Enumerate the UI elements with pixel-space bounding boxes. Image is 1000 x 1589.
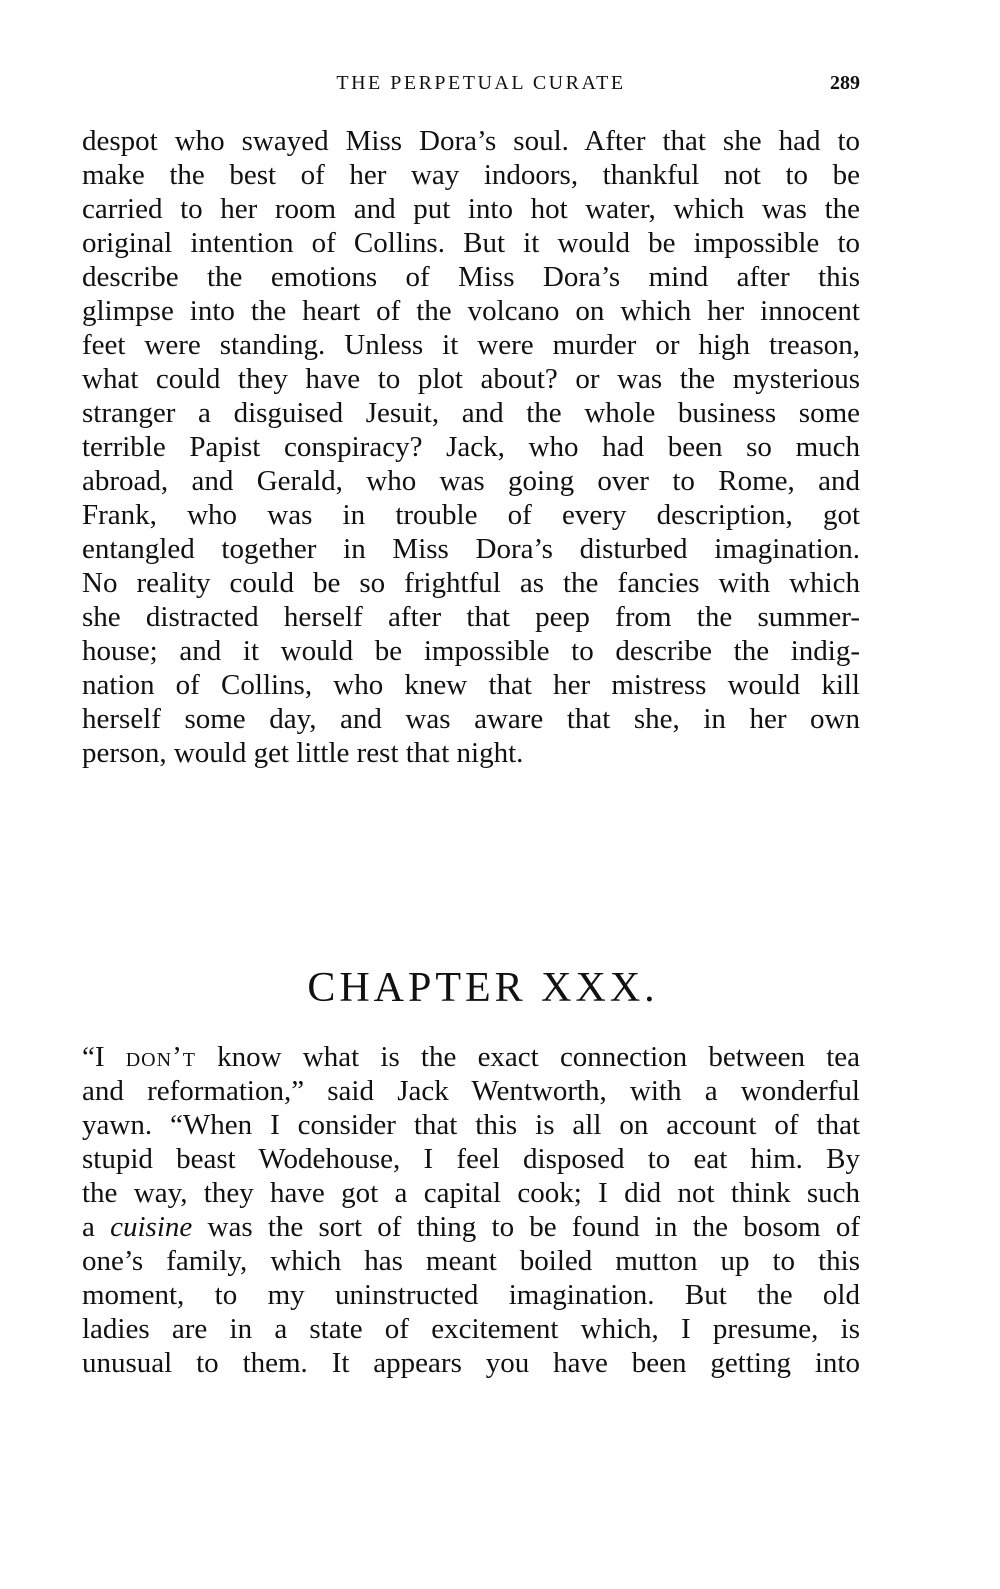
italic-word: cuisine: [110, 1211, 193, 1243]
text-line: stupid beast Wodehouse, I feel disposed to eat him. By: [82, 1143, 860, 1175]
text-line: terrible Papist conspiracy? Jack, who had been so much: [82, 431, 860, 463]
text-line: nation of Collins, who knew that her mistress would kill: [82, 669, 860, 701]
text-line: person, would get little rest that night.: [82, 737, 524, 769]
text-line: stranger a disguised Jesuit, and the whole business some: [82, 397, 860, 429]
text-line: glimpse into the heart of the volcano on which her innocent: [82, 295, 860, 327]
text-line: what could they have to plot about? or was the mysterious: [82, 363, 860, 395]
line-start: a: [82, 1211, 111, 1243]
text-line: and reformation,” said Jack Wentworth, with a wonderful: [82, 1075, 860, 1107]
page-number: 289: [830, 72, 860, 94]
line-rest: know what is the exact connection between tea: [195, 1041, 860, 1073]
text-line: she distracted herself after that peep from the summer-: [82, 601, 860, 633]
chapter-opening-paragraph: [82, 1040, 860, 1380]
text-line: moment, to my uninstructed imagination. But the old: [82, 1279, 860, 1311]
running-head: [82, 72, 860, 102]
text-line: despot who swayed Miss Dora’s soul. After that she had to: [82, 125, 860, 157]
text-line: make the best of her way indoors, thankful not to be: [82, 159, 860, 191]
text-line: house; and it would be impossible to describe the indig-: [82, 635, 860, 667]
text-line: [82, 1040, 860, 1074]
text-line: [82, 1210, 860, 1244]
text-line: the way, they have got a capital cook; I did not think such: [82, 1177, 860, 1209]
paragraph-continued: [82, 124, 860, 770]
text-line: feet were standing. Unless it were murder or high treason,: [82, 329, 860, 361]
running-title: THE PERPETUAL CURATE: [336, 72, 626, 94]
text-line: herself some day, and was aware that she, in her own: [82, 703, 860, 735]
line-rest: was the sort of thing to be found in the bosom of: [192, 1211, 861, 1243]
text-line: No reality could be so frightful as the fancies with which: [82, 567, 860, 599]
text-line: describe the emotions of Miss Dora’s mind after this: [82, 261, 860, 293]
opening-quote: “I: [82, 1041, 126, 1073]
text-line: yawn. “When I consider that this is all on account of that: [82, 1109, 860, 1141]
text-line: ladies are in a state of excitement which, I presume, is: [82, 1313, 860, 1345]
text-line: unusual to them. It appears you have been getting into: [82, 1347, 860, 1379]
text-line: carried to her room and put into hot water, which was the: [82, 193, 860, 225]
text-line: Frank, who was in trouble of every description, got: [82, 499, 860, 531]
text-line: one’s family, which has meant boiled mutton up to this: [82, 1245, 860, 1277]
text-line: entangled together in Miss Dora’s disturbed imagination.: [82, 533, 860, 565]
opening-smallcaps: don’t: [125, 1041, 196, 1073]
text-line: abroad, and Gerald, who was going over to Rome, and: [82, 465, 860, 497]
chapter-heading: CHAPTER XXX.: [307, 965, 659, 1011]
text-line: original intention of Collins. But it would be impossible to: [82, 227, 860, 259]
